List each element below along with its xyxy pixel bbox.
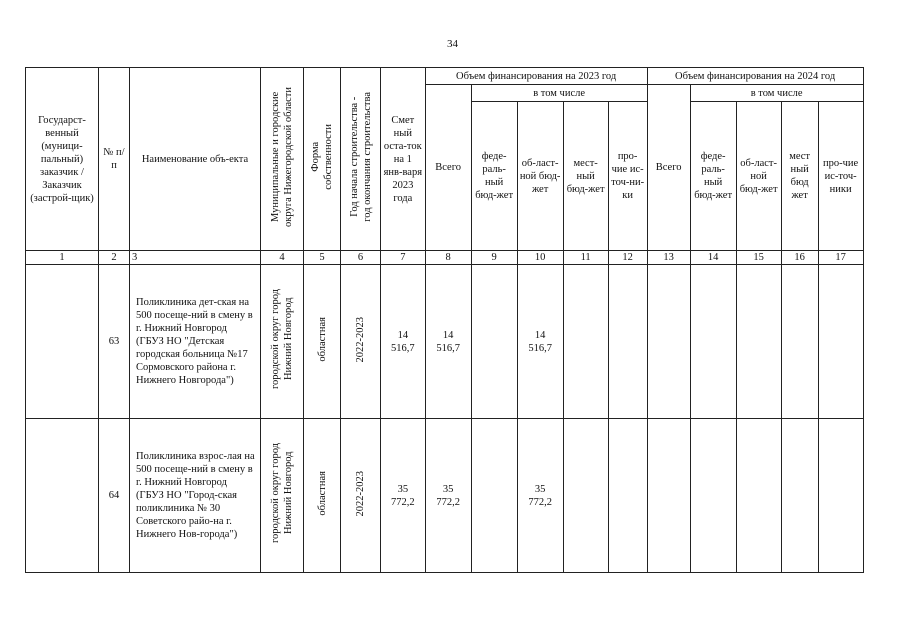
column-number: 15 — [736, 251, 781, 265]
header-local-2023: мест-ный бюд-жет — [563, 102, 608, 251]
cell-regional-2024 — [736, 265, 781, 419]
header-row-top — [26, 68, 864, 85]
header-years-text: Год начала строительства - год окончания строительства — [348, 92, 373, 222]
cell-ownership-text: областная — [316, 471, 328, 516]
cell-years-text: 2022-2023 — [355, 470, 366, 517]
cell-total-2023: 35 772,2 — [425, 419, 471, 573]
column-number: 2 — [99, 251, 130, 265]
column-number: 11 — [563, 251, 608, 265]
column-number: 7 — [381, 251, 426, 265]
header-fin-2023: Объем финансирования на 2023 год — [425, 68, 647, 85]
header-federal-2023: феде-раль-ный бюд-жет — [471, 102, 517, 251]
cell-total-2024 — [647, 419, 690, 573]
cell-other-2023 — [608, 265, 647, 419]
table-row — [26, 265, 864, 419]
cell-federal-2024 — [690, 265, 736, 419]
table-row — [26, 419, 864, 573]
cell-municipality-text: городской округ город Нижний Новгород — [270, 289, 294, 390]
column-number: 6 — [341, 251, 381, 265]
column-number: 12 — [608, 251, 647, 265]
financing-table — [25, 67, 864, 573]
header-num: № п/п — [99, 68, 130, 251]
cell-years — [341, 419, 381, 573]
header-municipality — [261, 68, 304, 251]
header-regional-2024: об-ласт-ной бюд-жет — [736, 102, 781, 251]
cell-total-2023: 14 516,7 — [425, 265, 471, 419]
column-number: 3 — [130, 251, 261, 265]
cell-municipality — [261, 419, 304, 573]
cell-total-2024 — [647, 265, 690, 419]
column-number: 14 — [690, 251, 736, 265]
cell-federal-2024 — [690, 419, 736, 573]
header-years — [341, 68, 381, 251]
header-estimate-balance: Смет ный оста-ток на 1 янв-варя 2023 года — [381, 68, 426, 251]
cell-num: 63 — [99, 265, 130, 419]
header-federal-2024: феде-раль-ный бюд-жет — [690, 102, 736, 251]
cell-regional-2024 — [736, 419, 781, 573]
cell-municipality-text: городской округ город Нижний Новгород — [270, 443, 294, 544]
cell-ownership — [304, 265, 341, 419]
cell-object-name: Поликлиника взрос-лая на 500 посеще-ний в смену в г. Нижний Новгород (ГБУЗ НО "Город-ская поликлиника № 30 Советского райо-на г. Нижнего Нов-города") — [130, 419, 261, 573]
cell-ownership-text: областная — [316, 317, 328, 362]
cell-regional-2023: 14 516,7 — [517, 265, 563, 419]
cell-federal-2023 — [471, 419, 517, 573]
cell-years-text: 2022-2023 — [355, 316, 366, 363]
column-number: 16 — [781, 251, 818, 265]
cell-local-2024 — [781, 419, 818, 573]
header-including-2024: в том числе — [690, 85, 863, 102]
header-including-2023: в том числе — [471, 85, 647, 102]
header-local-2024: мест ный бюд жет — [781, 102, 818, 251]
column-number-row — [26, 251, 864, 265]
column-number: 13 — [647, 251, 690, 265]
column-number: 5 — [304, 251, 341, 265]
header-ownership-text: Форма собственности — [310, 124, 334, 190]
cell-other-2024 — [818, 265, 863, 419]
cell-estimate: 35 772,2 — [381, 419, 426, 573]
cell-local-2023 — [563, 419, 608, 573]
header-other-2023: про-чие ис-точ-ни-ки — [608, 102, 647, 251]
column-number: 17 — [818, 251, 863, 265]
header-fin-2024: Объем финансирования на 2024 год — [647, 68, 863, 85]
header-other-2024: про-чие ис-точ-ники — [818, 102, 863, 251]
cell-object-name: Поликлиника дет-ская на 500 посеще-ний в смену в г. Нижний Новгород (ГБУЗ НО "Детская городская больница №17 Сормовского района г. Нижнего Новгорода") — [130, 265, 261, 419]
cell-other-2024 — [818, 419, 863, 573]
cell-regional-2023: 35 772,2 — [517, 419, 563, 573]
cell-ownership — [304, 419, 341, 573]
header-municipality-text: Муниципальные и городские округа Нижегородской области — [270, 87, 294, 227]
cell-customer — [26, 419, 99, 573]
cell-other-2023 — [608, 419, 647, 573]
column-number: 9 — [471, 251, 517, 265]
cell-estimate: 14 516,7 — [381, 265, 426, 419]
cell-num: 64 — [99, 419, 130, 573]
header-total-2024: Всего — [647, 85, 690, 251]
column-number: 10 — [517, 251, 563, 265]
column-number: 4 — [261, 251, 304, 265]
header-total-2023: Всего — [425, 85, 471, 251]
header-regional-2023: об-ласт-ной бюд-жет — [517, 102, 563, 251]
header-object-name: Наименование объ-екта — [130, 68, 261, 251]
cell-years — [341, 265, 381, 419]
cell-local-2023 — [563, 265, 608, 419]
cell-municipality — [261, 265, 304, 419]
header-customer: Государст-венный (муници-пальный) заказчик / Заказчик (застрой-щик) — [26, 68, 99, 251]
column-number: 1 — [26, 251, 99, 265]
header-ownership — [304, 68, 341, 251]
cell-customer — [26, 265, 99, 419]
column-number: 8 — [425, 251, 471, 265]
cell-federal-2023 — [471, 265, 517, 419]
cell-local-2024 — [781, 265, 818, 419]
page-number: 34 — [447, 38, 458, 50]
